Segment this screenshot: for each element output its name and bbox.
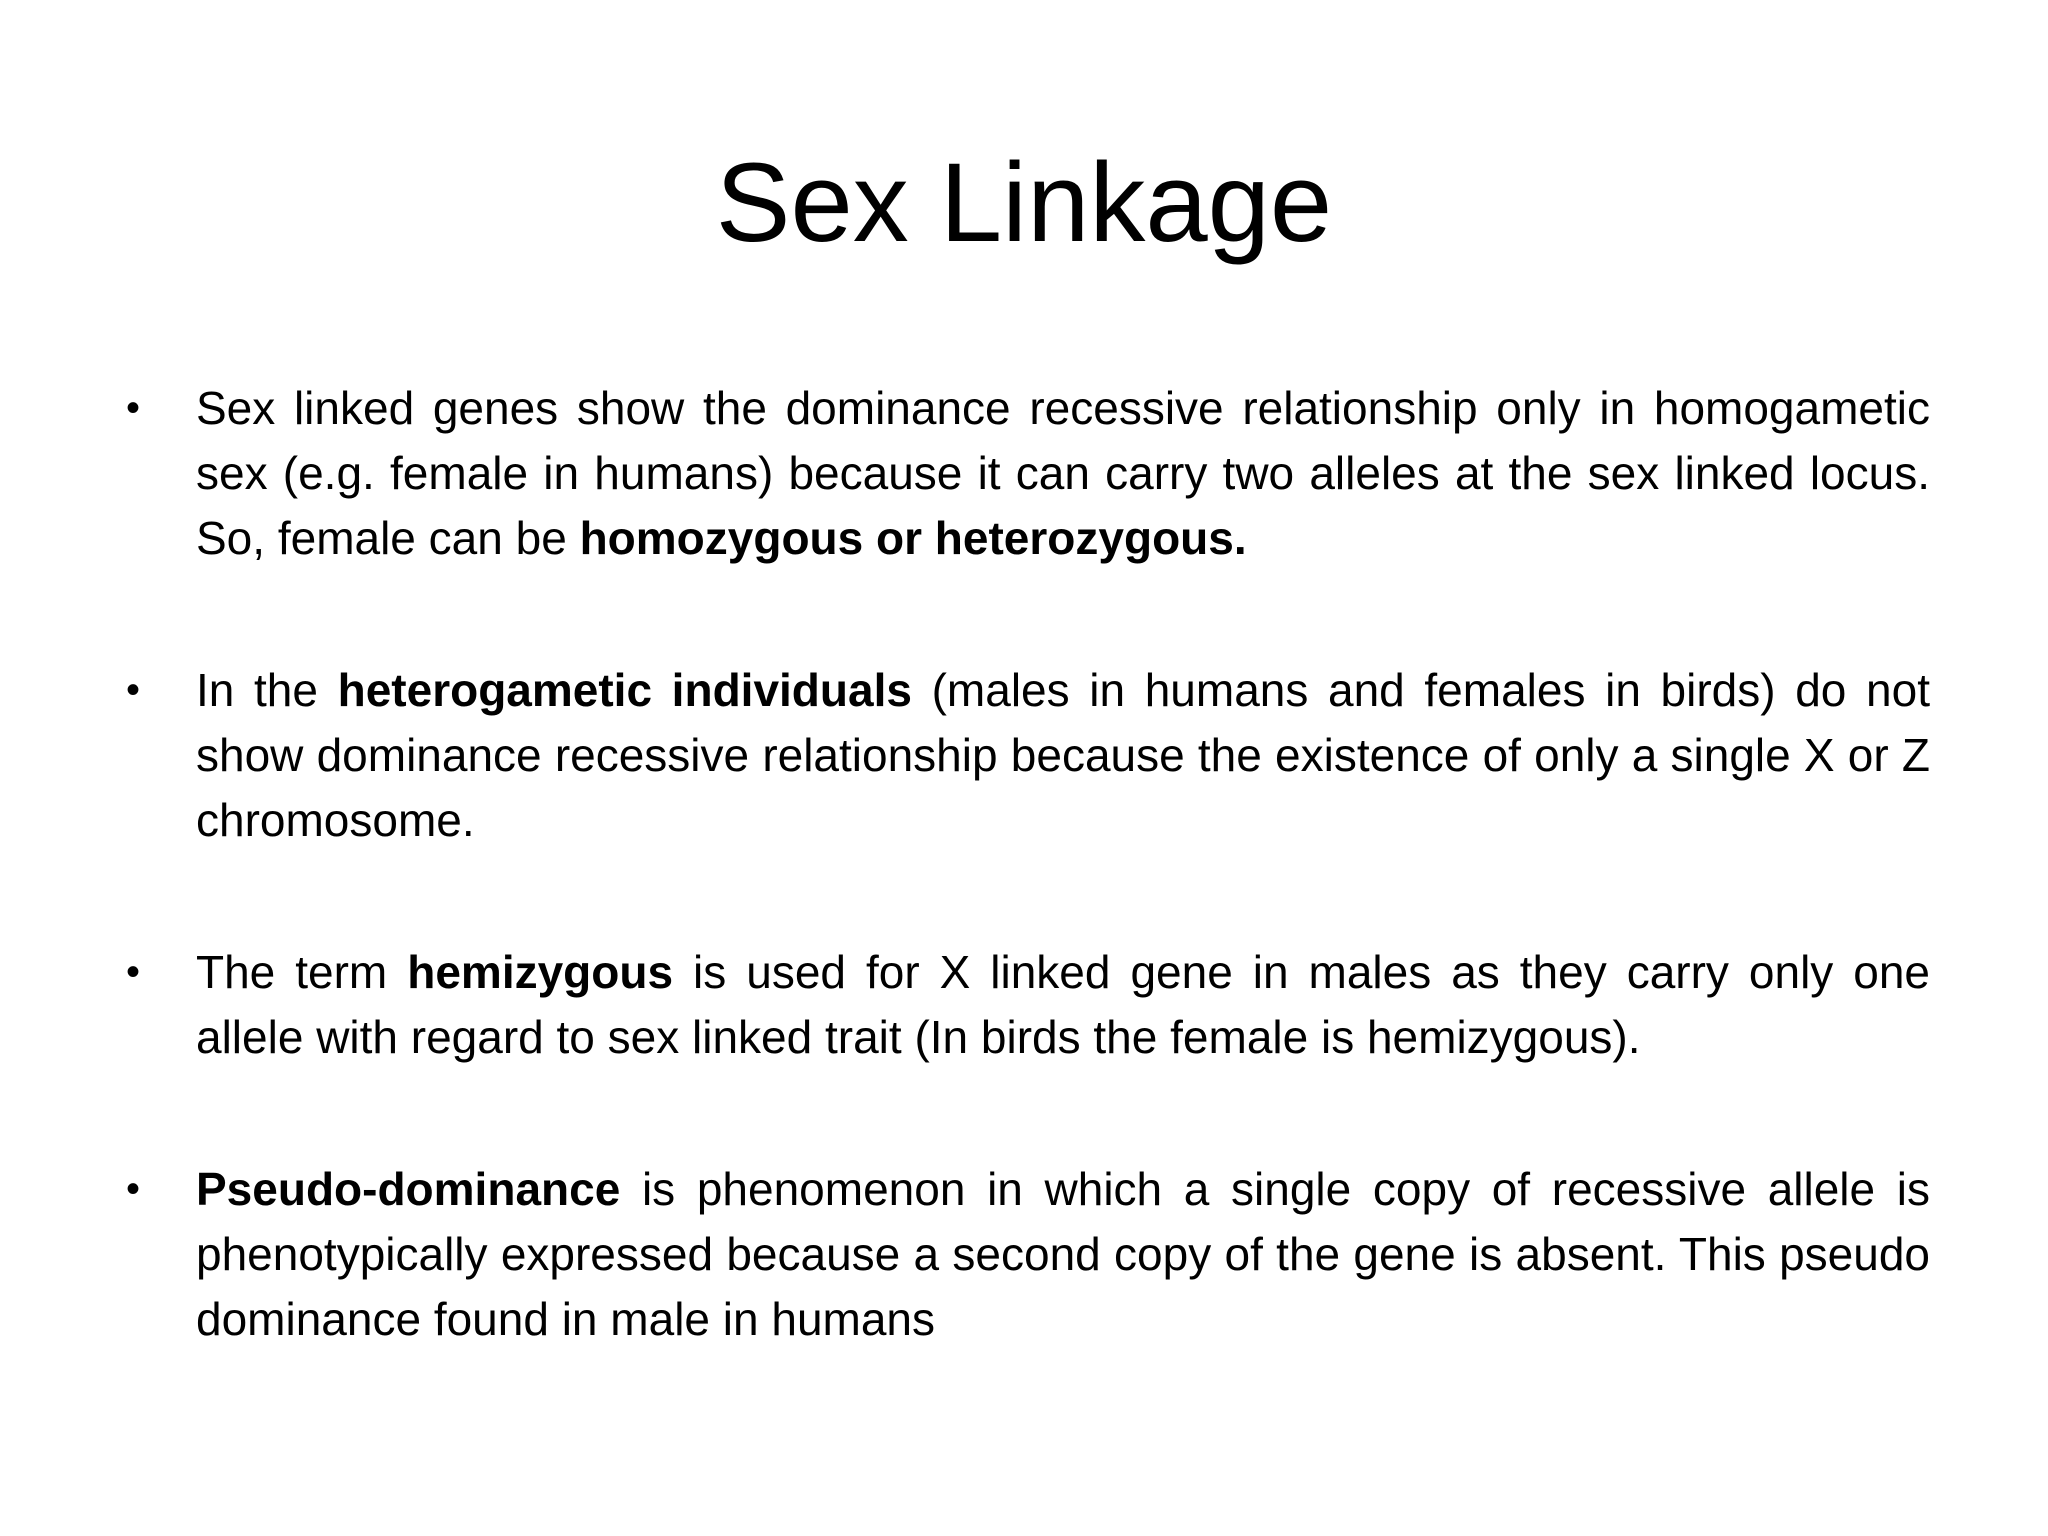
bullet-text-segment: The term xyxy=(196,946,408,998)
bullet-dot-icon: • xyxy=(126,1167,141,1211)
bullet-text xyxy=(196,946,1930,1063)
bullet-text xyxy=(196,1163,1930,1345)
bullet-text-bold-segment: Pseudo-dominance xyxy=(196,1163,621,1215)
bullet-item xyxy=(120,940,1930,1070)
bullet-text-segment: Sex linked genes show the dominance recessive relationship only in homogametic sex (e.g. female in humans) because it can carry two alleles at the sex linked locus. So, female can be xyxy=(196,382,1930,564)
slide-title: Sex Linkage xyxy=(715,140,1333,265)
bullet-text-bold-segment: homozygous or heterozygous. xyxy=(579,512,1247,564)
bullet-text-bold-segment: heterogametic individuals xyxy=(337,664,912,716)
bullet-dot-icon: • xyxy=(126,668,141,712)
bullet-text xyxy=(196,382,1930,564)
bullet-text-bold-segment: hemizygous xyxy=(407,946,674,998)
bullet-item xyxy=(120,658,1930,853)
bullet-item xyxy=(120,376,1930,571)
bullet-dot-icon: • xyxy=(126,950,141,994)
bullet-text-segment: is phenomenon in which a single copy of recessive allele is phenotypically expressed because a second copy of the gene is absent. This pseudo dominance found in male in humans xyxy=(196,1163,1930,1345)
bullet-text-segment: is used for X linked gene in males as they carry only one allele with regard to sex linked trait (In birds the female is hemizygous). xyxy=(196,946,1931,1063)
bullet-item xyxy=(120,1157,1930,1352)
bullet-list xyxy=(120,376,1930,1352)
bullet-dot-icon: • xyxy=(126,386,141,430)
bullet-text-segment: In the xyxy=(196,664,338,716)
bullet-text xyxy=(196,664,1930,846)
bullet-text-segment: (males in humans and females in birds) do not show dominance recessive relationship because the existence of only a single X or Z chromosome. xyxy=(196,664,1930,846)
